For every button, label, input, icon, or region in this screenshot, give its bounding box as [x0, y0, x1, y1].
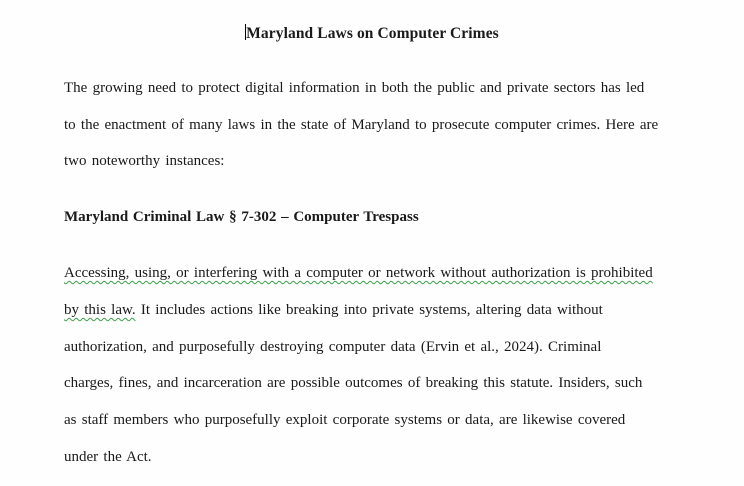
body-line-3[interactable]: authorization, and purposefully destroying computer data (Ervin et al., 2024). Criminal: [64, 339, 602, 355]
body-line-2[interactable]: [64, 302, 603, 319]
title-text: Maryland Laws on Computer Crimes: [246, 25, 499, 42]
body-line-5[interactable]: as staff members who purposefully exploit corporate systems or data, are likewise covered: [64, 412, 626, 428]
body-line-1-grammar-flagged[interactable]: Accessing, using, or interfering with a computer or network without authorization is prohibited: [64, 265, 653, 281]
grammar-flagged-text[interactable]: by this law.: [64, 302, 136, 318]
intro-line-2[interactable]: to the enactment of many laws in the state of Maryland to prosecute computer crimes. Here are: [64, 117, 659, 133]
body-line-6[interactable]: under the Act.: [64, 449, 152, 465]
intro-line-3[interactable]: two noteworthy instances:: [64, 153, 225, 169]
body-line-2-rest: It includes actions like breaking into private systems, altering data without: [135, 302, 603, 318]
intro-line-1[interactable]: The growing need to protect digital information in both the public and private sectors has led: [64, 80, 645, 96]
section-heading[interactable]: Maryland Criminal Law § 7-302 – Computer Trespass: [64, 209, 419, 225]
document-title[interactable]: [0, 24, 744, 43]
body-line-4[interactable]: charges, fines, and incarceration are possible outcomes of breaking this statute. Insiders, such: [64, 375, 643, 391]
